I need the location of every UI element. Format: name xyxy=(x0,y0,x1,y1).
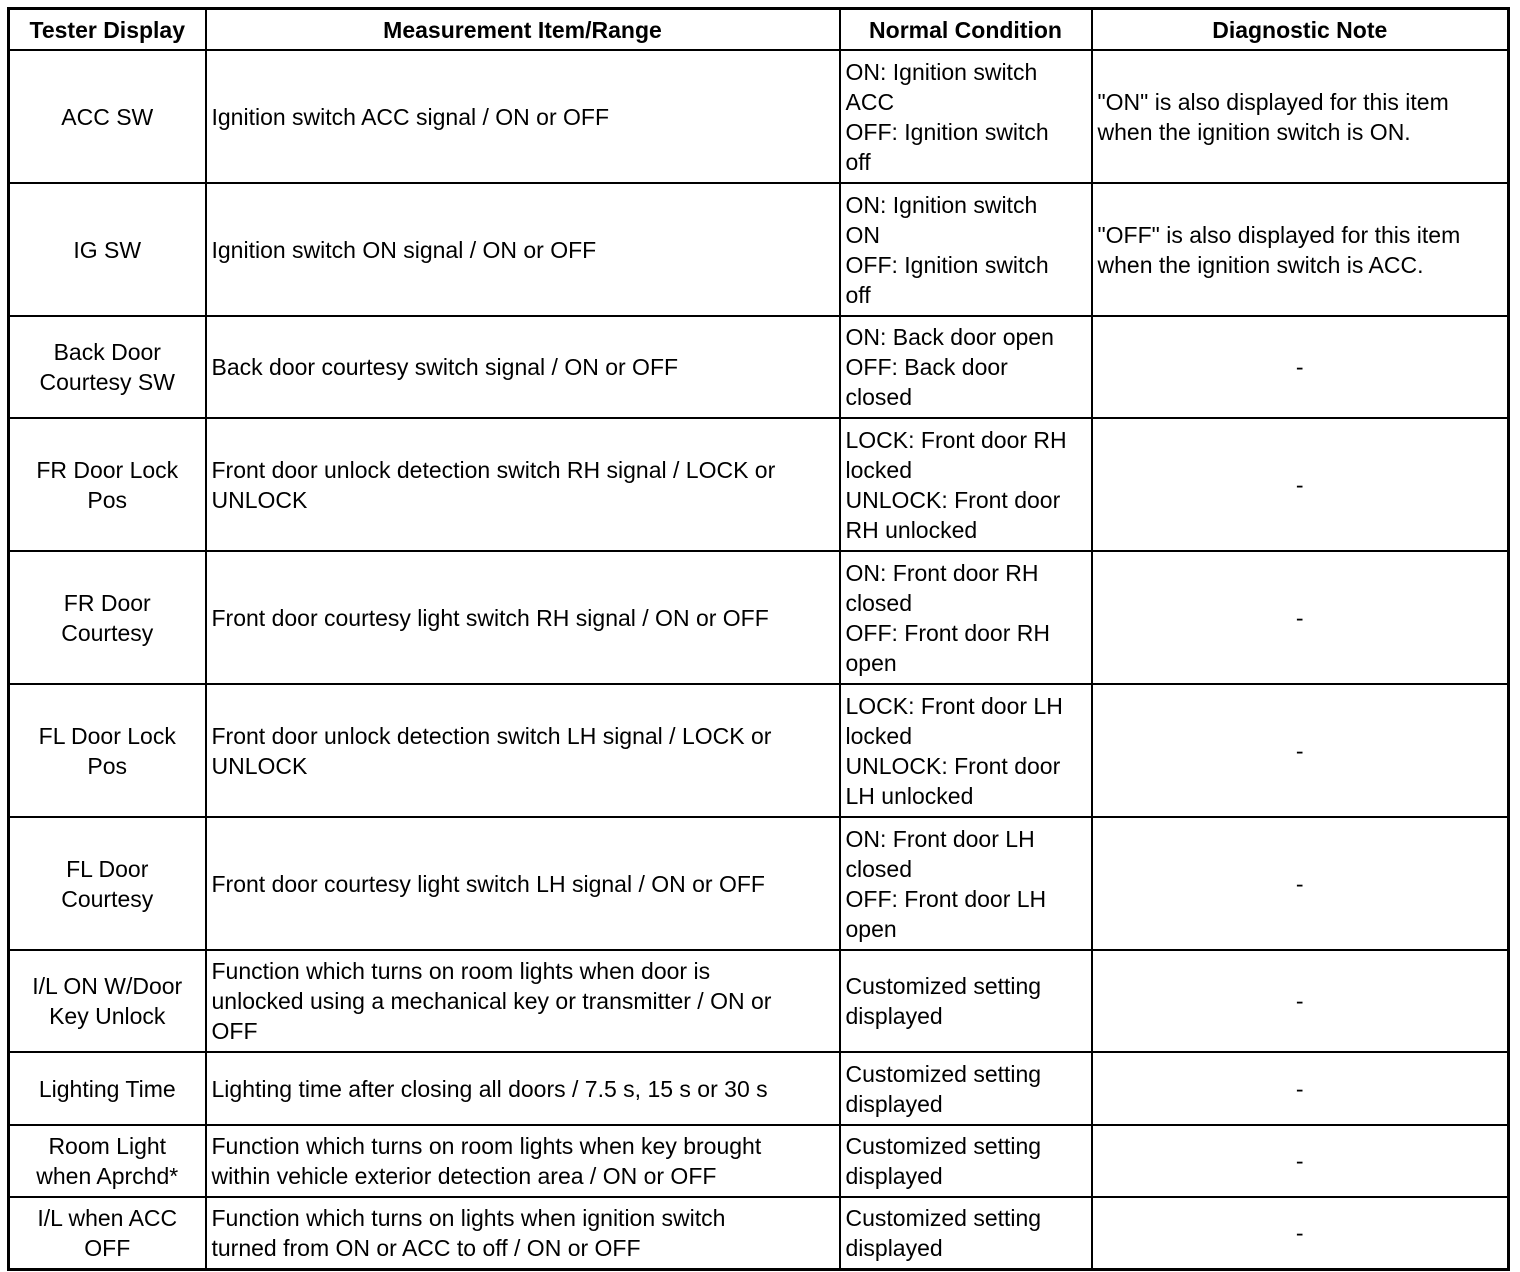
measurement-cell: Front door courtesy light switch LH signal / ON or OFF xyxy=(206,817,840,950)
measurement-cell: Function which turns on room lights when door is unlocked using a mechanical key or transmitter / ON or OFF xyxy=(206,950,840,1052)
diagnostic-note-cell: - xyxy=(1092,1125,1509,1197)
header-normal-condition: Normal Condition xyxy=(840,9,1092,51)
diagnostic-note-cell: - xyxy=(1092,1052,1509,1125)
diagnostic-note-cell: - xyxy=(1092,1197,1509,1269)
tester-display-cell: IG SW xyxy=(9,183,206,316)
normal-condition-cell: LOCK: Front door LH locked UNLOCK: Front door LH unlocked xyxy=(840,684,1092,817)
normal-condition-cell: Customized setting displayed xyxy=(840,1197,1092,1269)
normal-condition-cell: ON: Front door LH closed OFF: Front door LH open xyxy=(840,817,1092,950)
table-row xyxy=(9,950,1509,1052)
table-row xyxy=(9,1197,1509,1269)
header-row xyxy=(9,9,1509,51)
normal-condition-cell: Customized setting displayed xyxy=(840,1052,1092,1125)
diagnostic-note-cell: - xyxy=(1092,684,1509,817)
header-measurement-item: Measurement Item/Range xyxy=(206,9,840,51)
tester-display-cell: FR Door Courtesy xyxy=(9,551,206,684)
diagnostic-note-cell: "OFF" is also displayed for this item when the ignition switch is ACC. xyxy=(1092,183,1509,316)
measurement-cell: Front door unlock detection switch RH signal / LOCK or UNLOCK xyxy=(206,418,840,551)
normal-condition-cell: ON: Ignition switch ON OFF: Ignition switch off xyxy=(840,183,1092,316)
normal-condition-cell: ON: Ignition switch ACC OFF: Ignition switch off xyxy=(840,50,1092,183)
tester-display-cell: FR Door Lock Pos xyxy=(9,418,206,551)
table-row xyxy=(9,1052,1509,1125)
tester-display-cell: FL Door Lock Pos xyxy=(9,684,206,817)
measurement-cell: Front door courtesy light switch RH signal / ON or OFF xyxy=(206,551,840,684)
diagnostic-note-cell: - xyxy=(1092,418,1509,551)
table-row xyxy=(9,1125,1509,1197)
diagnostic-note-cell: - xyxy=(1092,817,1509,950)
normal-condition-cell: LOCK: Front door RH locked UNLOCK: Front door RH unlocked xyxy=(840,418,1092,551)
header-diagnostic-note: Diagnostic Note xyxy=(1092,9,1509,51)
normal-condition-cell: ON: Back door open OFF: Back door closed xyxy=(840,316,1092,418)
table-row xyxy=(9,551,1509,684)
tester-display-cell: ACC SW xyxy=(9,50,206,183)
measurement-cell: Function which turns on room lights when key brought within vehicle exterior detection area / ON or OFF xyxy=(206,1125,840,1197)
tester-display-cell: I/L ON W/Door Key Unlock xyxy=(9,950,206,1052)
diagnostic-note-cell: - xyxy=(1092,316,1509,418)
measurement-cell: Ignition switch ACC signal / ON or OFF xyxy=(206,50,840,183)
tester-display-cell: Room Light when Aprchd* xyxy=(9,1125,206,1197)
diagnostic-note-cell: "ON" is also displayed for this item when the ignition switch is ON. xyxy=(1092,50,1509,183)
data-list-table xyxy=(7,7,1510,1271)
header-tester-display: Tester Display xyxy=(9,9,206,51)
tester-display-cell: Back Door Courtesy SW xyxy=(9,316,206,418)
tester-display-cell: Lighting Time xyxy=(9,1052,206,1125)
table-row xyxy=(9,50,1509,183)
measurement-cell: Ignition switch ON signal / ON or OFF xyxy=(206,183,840,316)
diagnostic-note-cell: - xyxy=(1092,950,1509,1052)
table-row xyxy=(9,418,1509,551)
table-row xyxy=(9,183,1509,316)
normal-condition-cell: ON: Front door RH closed OFF: Front door RH open xyxy=(840,551,1092,684)
measurement-cell: Lighting time after closing all doors / 7.5 s, 15 s or 30 s xyxy=(206,1052,840,1125)
measurement-cell: Front door unlock detection switch LH signal / LOCK or UNLOCK xyxy=(206,684,840,817)
table-row xyxy=(9,684,1509,817)
tester-display-cell: FL Door Courtesy xyxy=(9,817,206,950)
diagnostic-note-cell: - xyxy=(1092,551,1509,684)
table-row xyxy=(9,316,1509,418)
normal-condition-cell: Customized setting displayed xyxy=(840,950,1092,1052)
table-row xyxy=(9,817,1509,950)
measurement-cell: Function which turns on lights when ignition switch turned from ON or ACC to off / ON or OFF xyxy=(206,1197,840,1269)
tester-display-cell: I/L when ACC OFF xyxy=(9,1197,206,1269)
normal-condition-cell: Customized setting displayed xyxy=(840,1125,1092,1197)
measurement-cell: Back door courtesy switch signal / ON or OFF xyxy=(206,316,840,418)
